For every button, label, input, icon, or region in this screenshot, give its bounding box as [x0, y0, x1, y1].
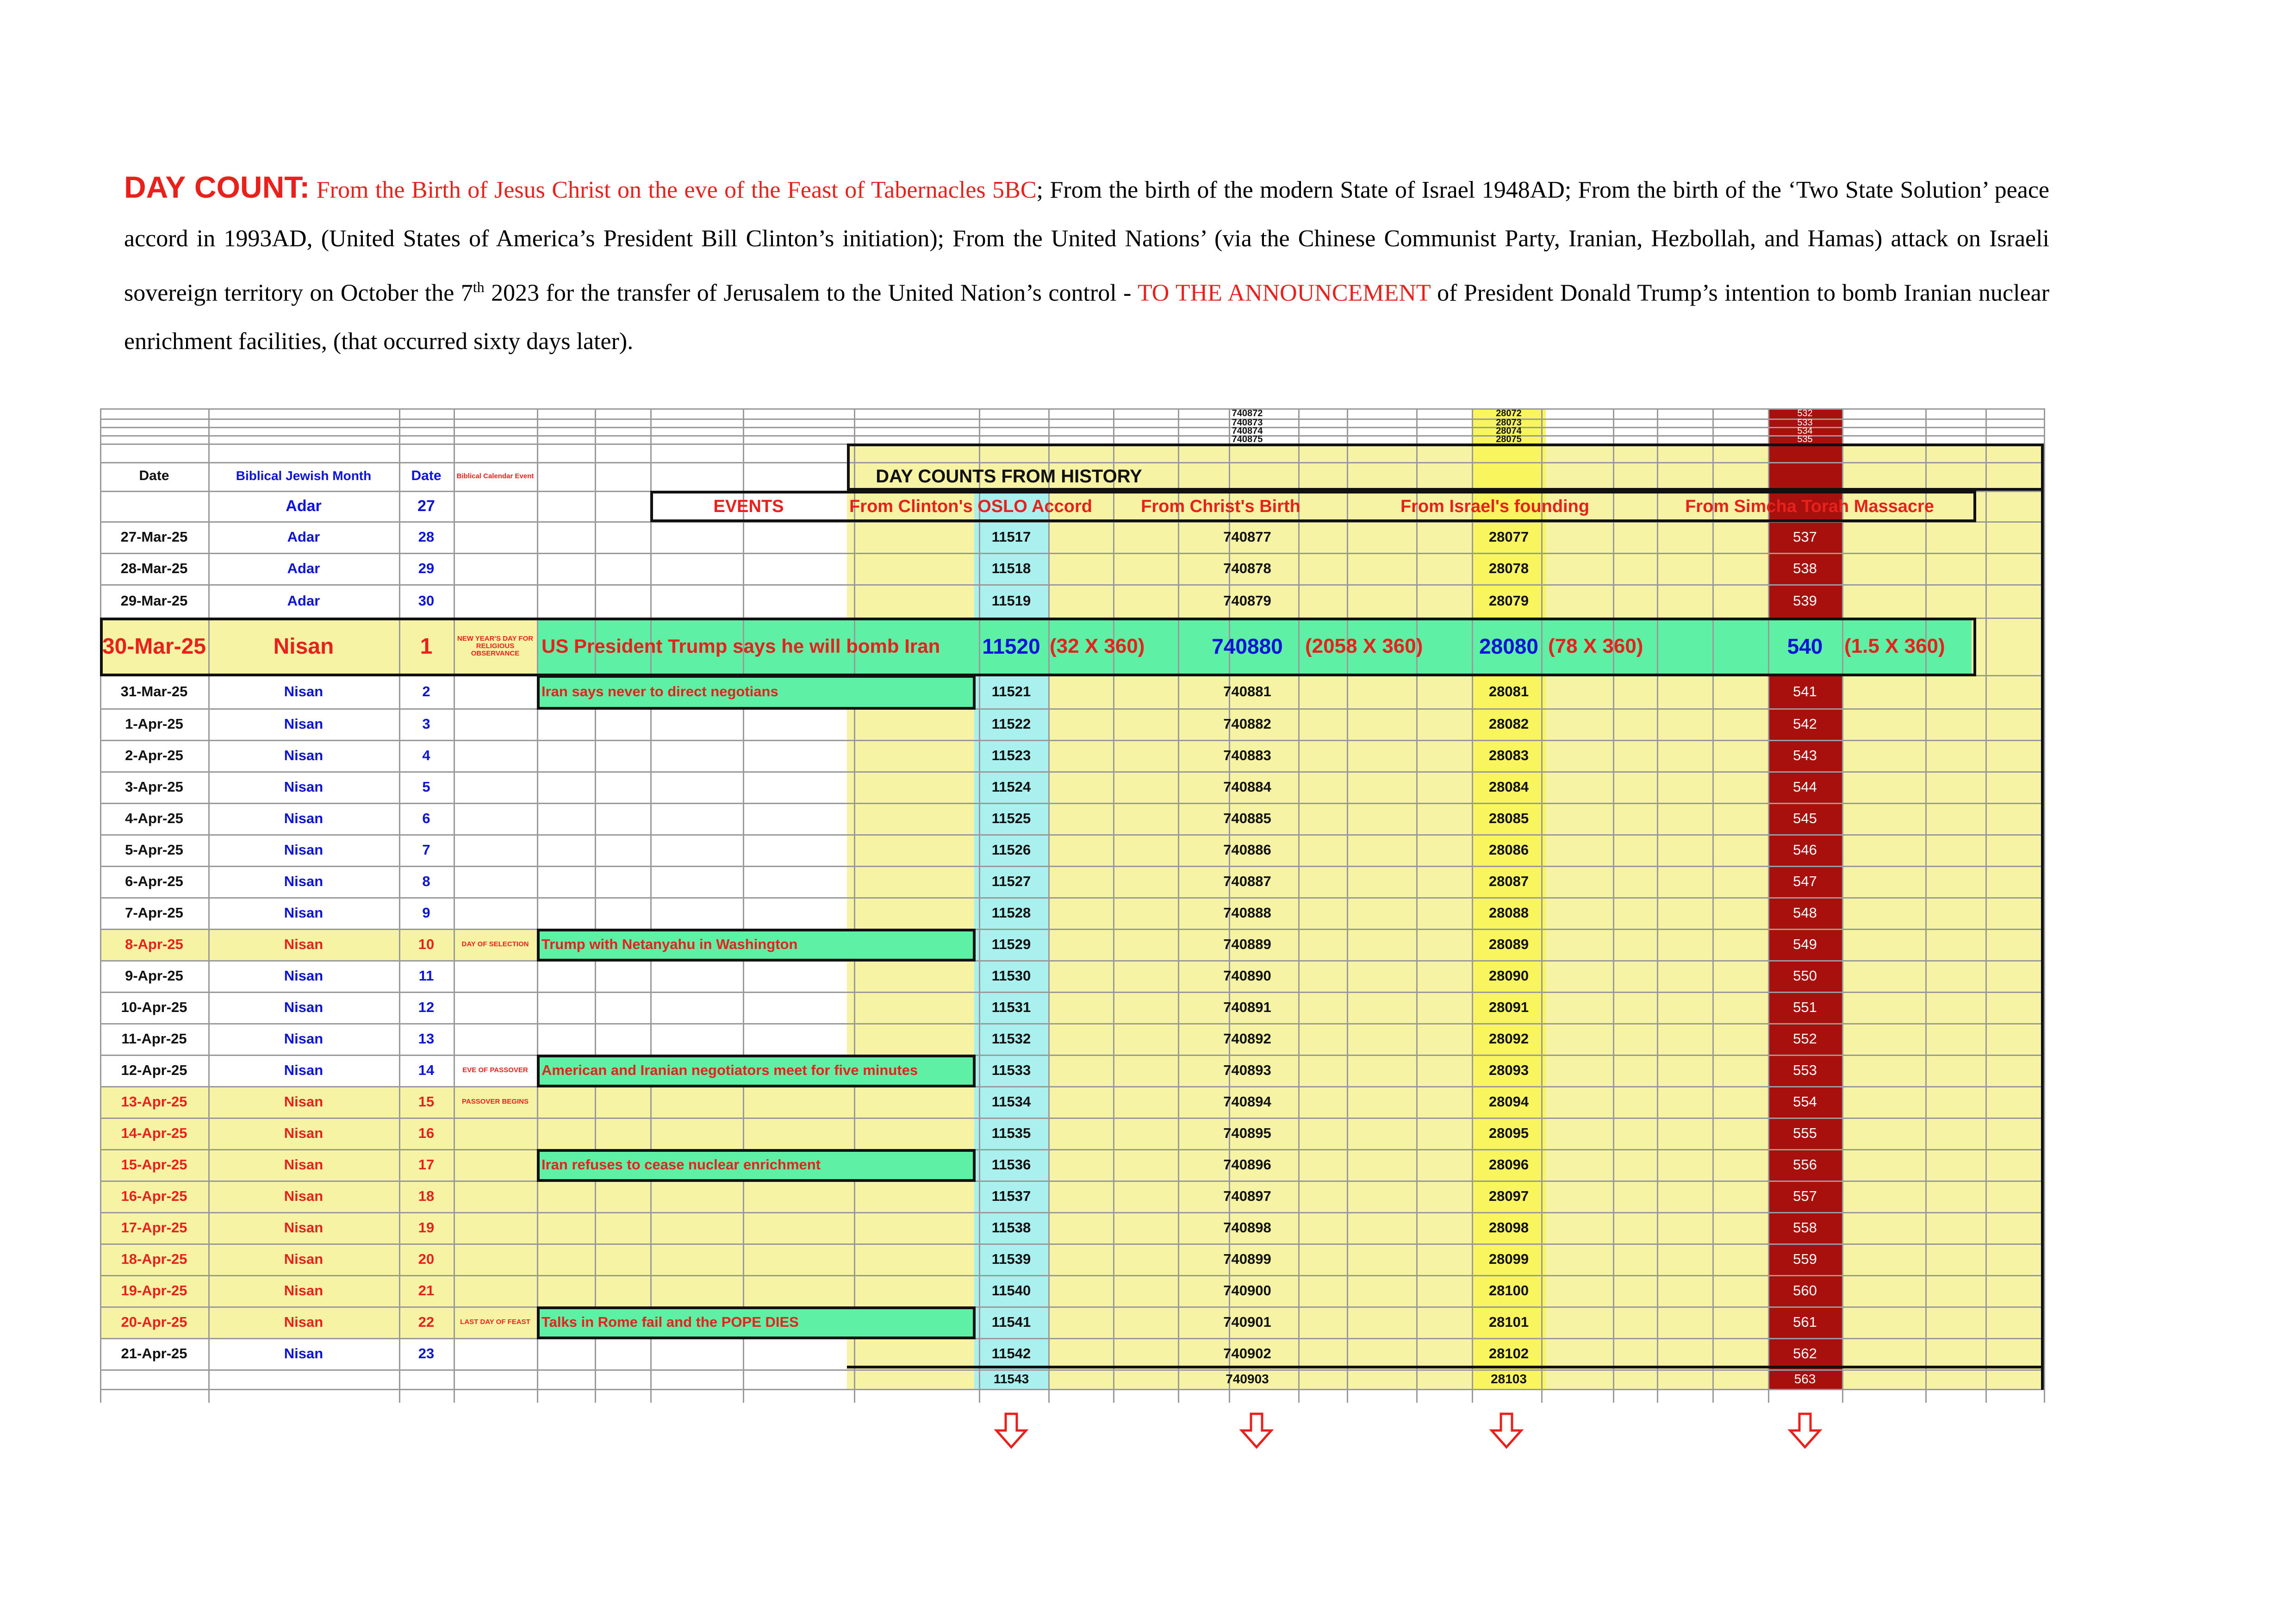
christ-count-cell: 740885 [1223, 810, 1271, 826]
israel-count-cell: 28074 [1496, 427, 1522, 435]
grid-vline [1416, 408, 1418, 1403]
day-cell: 16 [418, 1125, 435, 1141]
event-cell: Trump with Netanyahu in Washington [541, 936, 798, 952]
israel-count-cell: 28090 [1488, 968, 1529, 984]
oslo-count-cell: 11523 [991, 747, 1031, 763]
day-cell: 6 [422, 810, 430, 826]
down-arrow-oslo-icon [993, 1412, 1030, 1449]
calendar-event-cell: NEW YEAR'S DAY FOR RELIGIOUS OBSERVANCE [457, 635, 534, 657]
oslo-count-cell: 11524 [991, 779, 1031, 795]
simcha-count-cell: 553 [1793, 1062, 1817, 1078]
date-cell: 2-Apr-25 [125, 747, 183, 763]
month-cell: Adar [287, 593, 320, 609]
day-cell: 2 [422, 683, 430, 700]
simcha-count-cell: 552 [1793, 1031, 1817, 1047]
simcha-multiple: (1.5 X 360) [1844, 635, 1945, 657]
month-cell: Nisan [284, 1062, 324, 1078]
month-cell: Adar [287, 529, 320, 545]
simcha-count-cell: 540 [1787, 634, 1823, 658]
event-cell: American and Iranian negotiators meet for five minutes [541, 1062, 918, 1078]
day-cell: 3 [422, 716, 430, 732]
christ-count-cell: 740888 [1223, 905, 1271, 921]
date-cell: 3-Apr-25 [125, 779, 183, 795]
christ-count-cell: 740872 [1232, 408, 1263, 418]
israel-count-cell: 28100 [1488, 1282, 1529, 1299]
day-cell: 5 [422, 779, 430, 795]
date-cell: 5-Apr-25 [125, 842, 183, 858]
grid-hline [100, 1389, 2044, 1390]
oslo-count-cell: 11533 [991, 1062, 1031, 1078]
day-count-spreadsheet [100, 408, 2044, 1404]
month-cell: Adar [286, 497, 322, 515]
simcha-count-cell: 550 [1793, 968, 1817, 984]
simcha-count-cell: 541 [1793, 683, 1817, 700]
simcha-count-cell: 532 [1797, 408, 1813, 418]
month-cell: Nisan [284, 1314, 324, 1330]
date-cell: 1-Apr-25 [125, 716, 183, 732]
israel-count-cell: 28086 [1488, 842, 1529, 858]
christ-count-cell: 740887 [1223, 873, 1271, 889]
date-cell: 28-Mar-25 [120, 560, 188, 576]
oslo-count-cell: 11535 [991, 1125, 1031, 1141]
month-cell: Nisan [284, 1125, 324, 1141]
date-cell: 13-Apr-25 [121, 1093, 187, 1110]
grid-vline [1048, 408, 1050, 1403]
christ-count-cell: 740900 [1223, 1282, 1271, 1299]
grid-vline [1113, 408, 1114, 1403]
christ-count-cell: 740873 [1232, 418, 1263, 427]
israel-count-cell: 28078 [1488, 560, 1529, 576]
simcha-count-cell: 538 [1793, 560, 1817, 576]
christ-count-cell: 740889 [1223, 936, 1271, 952]
simcha-count-cell: 558 [1793, 1219, 1817, 1236]
intro-body: ; From the birth of the modern State of Israel 1948AD; From the birth of the ‘Two State Solution’ peace accord in 1993AD, (United States of America’s President Bill Clinton’s initiation); From the United Nations’ (via the Chinese Communist Party, Iranian, Hezbollah, and Hamas) attack on Israeli sovereign territory on October the 7 [124, 177, 2049, 306]
christ-count-cell: 740897 [1223, 1188, 1271, 1204]
oslo-count-cell: 11536 [991, 1156, 1031, 1173]
event-cell: Talks in Rome fail and the POPE DIES [541, 1314, 799, 1330]
oslo-count-cell: 11521 [991, 683, 1031, 700]
date-cell: 7-Apr-25 [125, 905, 183, 921]
oslo-count-cell: 11539 [991, 1251, 1031, 1267]
oslo-count-cell: 11527 [991, 873, 1031, 889]
israel-count-cell: 28089 [1488, 936, 1529, 952]
simcha-count-cell: 551 [1793, 999, 1817, 1015]
day-cell: 8 [422, 873, 430, 889]
count-area-bottom-border [847, 1366, 2044, 1368]
grid-vline [1613, 408, 1614, 1403]
month-cell: Nisan [284, 716, 324, 732]
grid-vline [537, 408, 538, 1403]
oslo-count-cell: 11534 [991, 1093, 1031, 1110]
day-cell: 21 [418, 1282, 435, 1299]
simcha-count-cell: 542 [1793, 716, 1817, 732]
israel-count-cell: 28092 [1488, 1031, 1529, 1047]
day-cell: 1 [420, 634, 433, 659]
israel-header: From Israel's founding [1400, 496, 1590, 516]
day-cell: 29 [418, 560, 435, 576]
day-cell: 20 [418, 1251, 435, 1267]
intro-paragraph [124, 163, 2049, 366]
christ-count-cell: 740877 [1223, 529, 1271, 545]
month-cell: Nisan [284, 1031, 324, 1047]
oslo-count-cell: 11538 [991, 1219, 1031, 1236]
day-cell: 4 [422, 747, 430, 763]
day-counts-header: DAY COUNTS FROM HISTORY [876, 466, 1142, 487]
christ-multiple: (2058 X 360) [1305, 635, 1423, 657]
christ-count-cell: 740899 [1223, 1251, 1271, 1267]
date-cell: 14-Apr-25 [121, 1125, 187, 1141]
calendar-event-header: Biblical Calendar Event [456, 472, 534, 480]
day-cell: 14 [418, 1062, 435, 1078]
date-cell: 20-Apr-25 [121, 1314, 187, 1330]
christ-count-cell: 740891 [1223, 999, 1271, 1015]
simcha-count-cell: 563 [1794, 1372, 1816, 1386]
israel-count-cell: 28091 [1488, 999, 1529, 1015]
day-cell: 23 [418, 1345, 435, 1362]
israel-count-cell: 28082 [1488, 716, 1529, 732]
simcha-count-cell: 559 [1793, 1251, 1817, 1267]
date-cell: 10-Apr-25 [121, 999, 187, 1015]
intro-christ-birth: From the Birth of Jesus Christ on the eve of the Feast of Tabernacles 5BC [316, 177, 1037, 203]
israel-count-cell: 28099 [1488, 1251, 1529, 1267]
israel-count-cell: 28084 [1488, 779, 1529, 795]
month-cell: Nisan [284, 968, 324, 984]
oslo-count-cell: 11519 [991, 593, 1031, 609]
grid-vline [595, 408, 596, 1403]
grid-vline [1985, 408, 1987, 1403]
oslo-count-cell: 11532 [991, 1031, 1031, 1047]
oslo-count-cell: 11517 [991, 529, 1031, 545]
day-cell: 12 [418, 999, 435, 1015]
grid-vline [650, 408, 652, 1403]
simcha-count-cell: 543 [1793, 747, 1817, 763]
simcha-header: From Simcha Torah Massacre [1685, 496, 1934, 516]
intro-lead: DAY COUNT: [124, 170, 310, 204]
day-cell: 15 [418, 1093, 435, 1110]
oslo-count-cell: 11537 [991, 1188, 1031, 1204]
israel-count-cell: 28087 [1488, 873, 1529, 889]
calendar-event-cell: DAY OF SELECTION [461, 940, 529, 948]
month-cell: Adar [287, 560, 320, 576]
date-cell: 16-Apr-25 [121, 1188, 187, 1204]
down-arrow-israel-icon [1488, 1412, 1525, 1449]
simcha-count-cell: 533 [1797, 418, 1813, 427]
simcha-count-cell: 556 [1793, 1156, 1817, 1173]
grid-vline [2044, 408, 2045, 1403]
israel-count-cell: 28073 [1496, 418, 1522, 427]
intro-body-3: of President Donald Trump’s intention to bomb Iranian nuclear enrichment facilities, (that occurred sixty days later). [124, 280, 2050, 355]
israel-count-cell: 28094 [1488, 1093, 1529, 1110]
grid-vline [1842, 408, 1843, 1403]
grid-vline [1347, 408, 1348, 1403]
grid-vline [1925, 408, 1927, 1403]
simcha-count-cell: 549 [1793, 936, 1817, 952]
day-cell: 11 [418, 968, 434, 984]
grid-hline [100, 408, 2044, 410]
day-cell: 7 [422, 842, 430, 858]
grid-vline [454, 408, 455, 1403]
month-cell: Nisan [284, 1345, 324, 1362]
calendar-event-cell: PASSOVER BEGINS [462, 1098, 529, 1106]
israel-count-cell: 28080 [1479, 634, 1538, 658]
oslo-count-cell: 11541 [991, 1314, 1031, 1330]
grid-vline [1712, 408, 1714, 1403]
christ-count-cell: 740879 [1223, 593, 1271, 609]
simcha-count-cell: 545 [1793, 810, 1817, 826]
israel-count-cell: 28098 [1488, 1219, 1529, 1236]
date-cell: 8-Apr-25 [125, 936, 183, 952]
date-cell: 27-Mar-25 [120, 529, 188, 545]
date-cell: 11-Apr-25 [121, 1031, 187, 1047]
israel-count-cell: 28079 [1488, 593, 1529, 609]
simcha-count-cell: 546 [1793, 842, 1817, 858]
month-cell: Nisan [284, 1282, 324, 1299]
month-cell: Nisan [284, 1219, 324, 1236]
day-header: Date [411, 468, 442, 483]
simcha-count-cell: 560 [1793, 1282, 1817, 1299]
date-cell: 30-Mar-25 [102, 634, 206, 659]
oslo-count-cell: 11542 [991, 1345, 1031, 1362]
grid-hline [100, 1369, 2044, 1371]
day-cell: 22 [418, 1314, 435, 1330]
day-cell: 17 [418, 1156, 435, 1173]
israel-count-cell: 28075 [1496, 435, 1522, 443]
simcha-count-cell: 557 [1793, 1188, 1817, 1204]
calendar-event-cell: EVE OF PASSOVER [462, 1066, 528, 1074]
oslo-count-cell: 11529 [991, 936, 1031, 952]
israel-multiple: (78 X 360) [1548, 635, 1643, 657]
month-cell: Nisan [273, 634, 334, 659]
oslo-count-cell: 11531 [991, 999, 1031, 1015]
israel-count-cell: 28088 [1488, 905, 1529, 921]
day-cell: 19 [418, 1219, 435, 1236]
month-cell: Nisan [284, 1251, 324, 1267]
date-cell: 21-Apr-25 [121, 1345, 187, 1362]
oslo-count-cell: 11526 [991, 842, 1031, 858]
month-cell: Nisan [284, 936, 324, 952]
simcha-count-cell: 562 [1793, 1345, 1817, 1362]
oslo-count-cell: 11522 [991, 716, 1031, 732]
event-cell: Iran refuses to cease nuclear enrichment [541, 1156, 821, 1173]
date-cell: 31-Mar-25 [120, 683, 188, 700]
christ-count-cell: 740901 [1223, 1314, 1271, 1330]
month-cell: Nisan [284, 1093, 324, 1110]
christ-count-cell: 740883 [1223, 747, 1271, 763]
israel-count-cell: 28081 [1488, 683, 1529, 700]
simcha-count-cell: 548 [1793, 905, 1817, 921]
christ-count-cell: 740894 [1223, 1093, 1271, 1110]
event-cell: US President Trump says he will bomb Iran [541, 635, 940, 657]
month-cell: Nisan [284, 747, 324, 763]
christ-count-cell: 740896 [1223, 1156, 1271, 1173]
christ-count-cell: 740878 [1223, 560, 1271, 576]
simcha-count-cell: 554 [1793, 1093, 1817, 1110]
simcha-count-cell: 547 [1793, 873, 1817, 889]
month-cell: Nisan [284, 810, 324, 826]
christ-count-cell: 740890 [1223, 968, 1271, 984]
day-cell: 27 [417, 497, 435, 515]
christ-count-cell: 740892 [1223, 1031, 1271, 1047]
christ-count-cell: 740893 [1223, 1062, 1271, 1078]
oslo-count-cell: 11518 [991, 560, 1031, 576]
date-cell: 9-Apr-25 [125, 968, 183, 984]
day-cell: 30 [418, 593, 435, 609]
israel-count-cell: 28102 [1488, 1345, 1529, 1362]
oslo-count-cell: 11540 [991, 1282, 1031, 1299]
simcha-count-cell: 555 [1793, 1125, 1817, 1141]
christ-count-cell: 740903 [1226, 1372, 1269, 1386]
christ-header: From Christ's Birth [1141, 496, 1300, 516]
date-cell: 12-Apr-25 [121, 1062, 187, 1078]
oslo-count-cell: 11530 [991, 968, 1031, 984]
israel-count-cell: 28083 [1488, 747, 1529, 763]
month-cell: Nisan [284, 842, 324, 858]
christ-count-cell: 740898 [1223, 1219, 1271, 1236]
day-cell: 28 [418, 529, 435, 545]
israel-count-cell: 28095 [1488, 1125, 1529, 1141]
oslo-multiple: (32 X 360) [1050, 635, 1145, 657]
oslo-count-cell: 11525 [991, 810, 1031, 826]
month-cell: Nisan [284, 683, 324, 700]
grid-hline [100, 418, 2044, 420]
date-cell: 19-Apr-25 [121, 1282, 187, 1299]
date-cell: 6-Apr-25 [125, 873, 183, 889]
simcha-count-cell: 534 [1797, 427, 1813, 435]
down-arrow-simcha-icon [1786, 1412, 1823, 1449]
israel-count-cell: 28096 [1488, 1156, 1529, 1173]
date-cell: 18-Apr-25 [121, 1251, 187, 1267]
christ-count-cell: 740875 [1232, 435, 1263, 443]
intro-superscript: th [473, 279, 485, 295]
israel-count-cell: 28097 [1488, 1188, 1529, 1204]
grid-vline [854, 408, 855, 1403]
israel-count-cell: 28093 [1488, 1062, 1529, 1078]
down-arrow-christ-icon [1238, 1412, 1275, 1449]
christ-count-cell: 740880 [1212, 634, 1283, 658]
events-header: EVENTS [713, 496, 784, 516]
israel-count-cell: 28085 [1488, 810, 1529, 826]
highlight-row-box [100, 618, 1976, 676]
count-area-right-border [2041, 443, 2044, 1390]
month-cell: Nisan [284, 1156, 324, 1173]
simcha-count-cell: 561 [1793, 1314, 1817, 1330]
christ-count-cell: 740902 [1223, 1345, 1271, 1362]
grid-hline [100, 427, 2044, 428]
date-header: Date [139, 468, 169, 483]
grid-hline [100, 435, 2044, 437]
day-cell: 18 [418, 1188, 435, 1204]
simcha-count-cell: 544 [1793, 779, 1817, 795]
oslo-count-cell: 11528 [991, 905, 1031, 921]
day-cell: 10 [418, 936, 435, 952]
simcha-count-cell: 539 [1793, 593, 1817, 609]
date-cell: 17-Apr-25 [121, 1219, 187, 1236]
month-cell: Nisan [284, 779, 324, 795]
christ-count-cell: 740886 [1223, 842, 1271, 858]
oslo-count-cell: 11520 [982, 634, 1040, 658]
oslo-header: From Clinton's OSLO Accord [849, 496, 1092, 516]
christ-count-cell: 740882 [1223, 716, 1271, 732]
month-cell: Nisan [284, 873, 324, 889]
calendar-event-cell: LAST DAY OF FEAST [460, 1318, 530, 1326]
christ-count-cell: 740874 [1232, 427, 1263, 435]
grid-vline [743, 408, 744, 1403]
day-cell: 13 [418, 1031, 435, 1047]
event-cell: Iran says never to direct negotians [541, 683, 778, 700]
month-cell: Nisan [284, 1188, 324, 1204]
israel-count-cell: 28103 [1491, 1372, 1527, 1386]
grid-vline [1657, 408, 1658, 1403]
christ-count-cell: 740895 [1223, 1125, 1271, 1141]
christ-count-cell: 740884 [1223, 779, 1271, 795]
oslo-count-cell: 11543 [993, 1372, 1029, 1386]
israel-count-cell: 28072 [1496, 408, 1522, 418]
date-cell: 15-Apr-25 [121, 1156, 187, 1173]
simcha-count-cell: 535 [1797, 435, 1813, 443]
month-header: Biblical Jewish Month [236, 468, 372, 483]
israel-count-cell: 28077 [1488, 529, 1529, 545]
intro-announcement: TO THE ANNOUNCEMENT [1137, 280, 1431, 306]
date-cell: 29-Mar-25 [120, 593, 188, 609]
month-cell: Nisan [284, 905, 324, 921]
date-cell: 4-Apr-25 [125, 810, 183, 826]
intro-body-2: 2023 for the transfer of Jerusalem to the United Nation’s control - [484, 280, 1138, 306]
simcha-count-cell: 537 [1793, 529, 1817, 545]
day-cell: 9 [422, 905, 430, 921]
month-cell: Nisan [284, 999, 324, 1015]
israel-count-cell: 28101 [1488, 1314, 1529, 1330]
christ-count-cell: 740881 [1223, 683, 1271, 700]
